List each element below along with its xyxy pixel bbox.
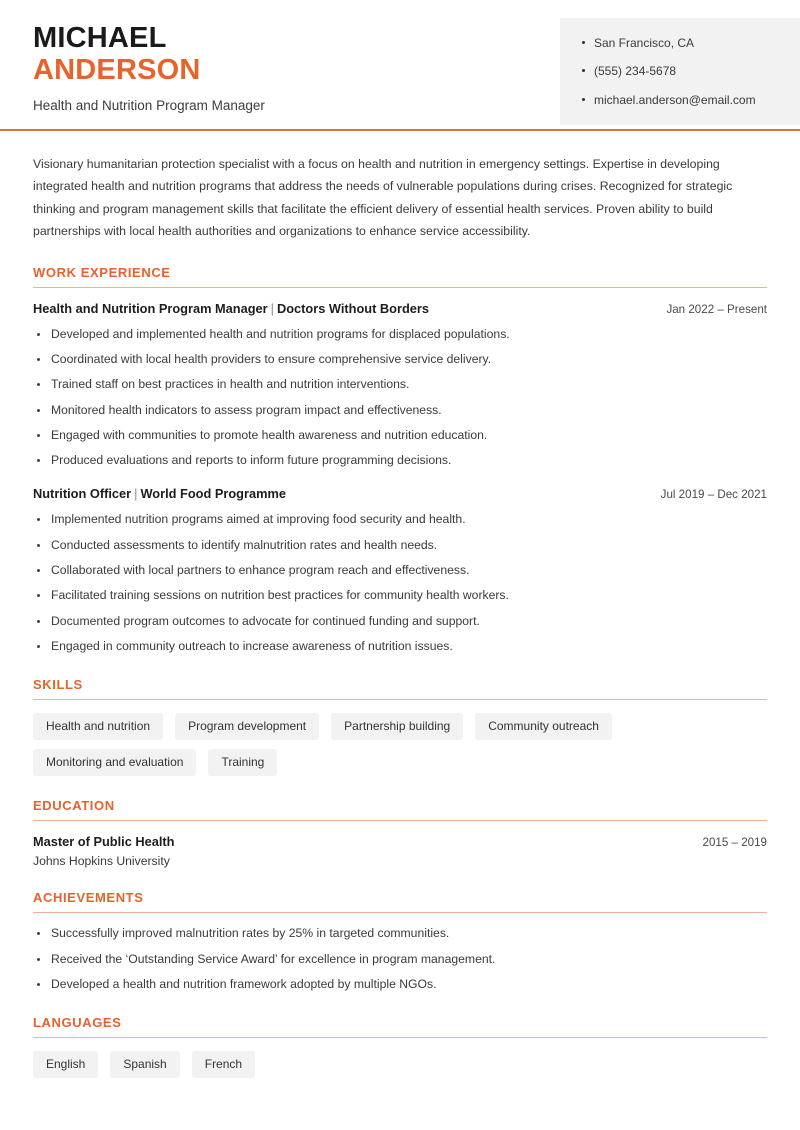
section-title-languages: LANGUAGES <box>33 1014 122 1030</box>
contact-list <box>580 36 800 107</box>
contact-email[interactable]: michael.anderson@email.com <box>580 93 800 107</box>
identity-block <box>0 0 265 113</box>
bullet-item: Successfully improved malnutrition rates by 25% in targeted communities. <box>33 926 767 942</box>
education-date: 2015 – 2019 <box>702 836 767 850</box>
skill-chip: Partnership building <box>331 713 463 740</box>
skills-chip-list <box>33 713 767 776</box>
work-entry-date: Jul 2019 – Dec 2021 <box>660 488 767 502</box>
achievements-list <box>33 926 767 993</box>
section-title-work: WORK EXPERIENCE <box>33 264 171 280</box>
work-role: Health and Nutrition Program Manager <box>33 300 268 316</box>
bullet-item: Produced evaluations and reports to inform future programming decisions. <box>33 453 767 469</box>
first-name: MICHAEL <box>33 22 167 54</box>
resume-body <box>0 153 800 1078</box>
section-divider <box>33 699 767 700</box>
work-entry-title <box>33 486 286 501</box>
skill-chip: Community outreach <box>475 713 612 740</box>
work-entry-date: Jan 2022 – Present <box>666 302 767 316</box>
bullet-item: Developed a health and nutrition framework adopted by multiple NGOs. <box>33 977 767 993</box>
work-bullets <box>33 327 767 470</box>
headline: Health and Nutrition Program Manager <box>33 97 265 113</box>
contact-location: San Francisco, CA <box>580 36 800 50</box>
bullet-item: Collaborated with local partners to enhance program reach and effectiveness. <box>33 563 767 579</box>
section-languages <box>33 1015 767 1078</box>
contact-phone[interactable]: (555) 234-5678 <box>580 64 800 78</box>
section-title-education: EDUCATION <box>33 798 115 814</box>
title-separator: | <box>134 486 138 502</box>
bullet-item: Implemented nutrition programs aimed at improving food security and health. <box>33 512 767 528</box>
work-company: Doctors Without Borders <box>276 300 429 316</box>
skill-chip: Health and nutrition <box>33 713 163 740</box>
section-skills <box>33 677 767 776</box>
last-name: ANDERSON <box>33 54 201 87</box>
bullet-item: Received the ‘Outstanding Service Award’ for excellence in program management. <box>33 952 767 968</box>
education-entry-header <box>33 834 767 849</box>
section-divider <box>33 1037 767 1038</box>
bullet-item: Documented program outcomes to advocate for continued funding and support. <box>33 614 767 630</box>
section-work-experience <box>33 265 767 655</box>
section-divider <box>33 912 767 913</box>
bullet-item: Engaged with communities to promote health awareness and nutrition education. <box>33 428 767 444</box>
language-chip: English <box>33 1051 98 1078</box>
skill-chip: Program development <box>175 713 319 740</box>
education-institution: Johns Hopkins University <box>33 854 170 869</box>
work-entry-header <box>33 301 767 316</box>
work-entry <box>33 301 767 470</box>
work-entry-title <box>33 301 429 316</box>
work-role: Nutrition Officer <box>33 486 132 502</box>
professional-summary: Visionary humanitarian protection specialist with a focus on health and nutrition in emergency settings. Expertise in developing integrated health and nutrition programs that address the needs of vulnerable populations during crises. Recognized for strategic thinking and program management skills that facilitate the efficient delivery of essential health services. Proven ability to build partnerships with local health authorities and organizations to enhance service accessibility. <box>33 157 733 239</box>
bullet-item: Conducted assessments to identify malnutrition rates and health needs. <box>33 538 767 554</box>
section-divider <box>33 820 767 821</box>
resume-header <box>0 0 800 131</box>
bullet-item: Coordinated with local health providers to ensure comprehensive service delivery. <box>33 352 767 368</box>
languages-chip-list <box>33 1051 767 1078</box>
education-degree: Master of Public Health <box>33 834 175 850</box>
skill-chip: Monitoring and evaluation <box>33 749 196 776</box>
section-title-skills: SKILLS <box>33 676 83 692</box>
work-company: World Food Programme <box>140 486 286 502</box>
bullet-item: Developed and implemented health and nutrition programs for displaced populations. <box>33 327 767 343</box>
bullet-item: Monitored health indicators to assess program impact and effectiveness. <box>33 403 767 419</box>
section-achievements <box>33 890 767 993</box>
work-entry <box>33 486 767 655</box>
section-divider <box>33 287 767 288</box>
contact-box <box>560 18 800 125</box>
title-separator: | <box>270 300 274 316</box>
work-entry-header <box>33 486 767 501</box>
education-entry <box>33 834 767 868</box>
bullet-item: Facilitated training sessions on nutrition best practices for community health workers. <box>33 588 767 604</box>
section-education <box>33 798 767 868</box>
language-chip: French <box>192 1051 255 1078</box>
section-title-achievements: ACHIEVEMENTS <box>33 890 144 906</box>
work-bullets <box>33 512 767 655</box>
bullet-item: Trained staff on best practices in health and nutrition interventions. <box>33 377 767 393</box>
language-chip: Spanish <box>110 1051 179 1078</box>
skill-chip: Training <box>208 749 277 776</box>
bullet-item: Engaged in community outreach to increase awareness of nutrition issues. <box>33 639 767 655</box>
